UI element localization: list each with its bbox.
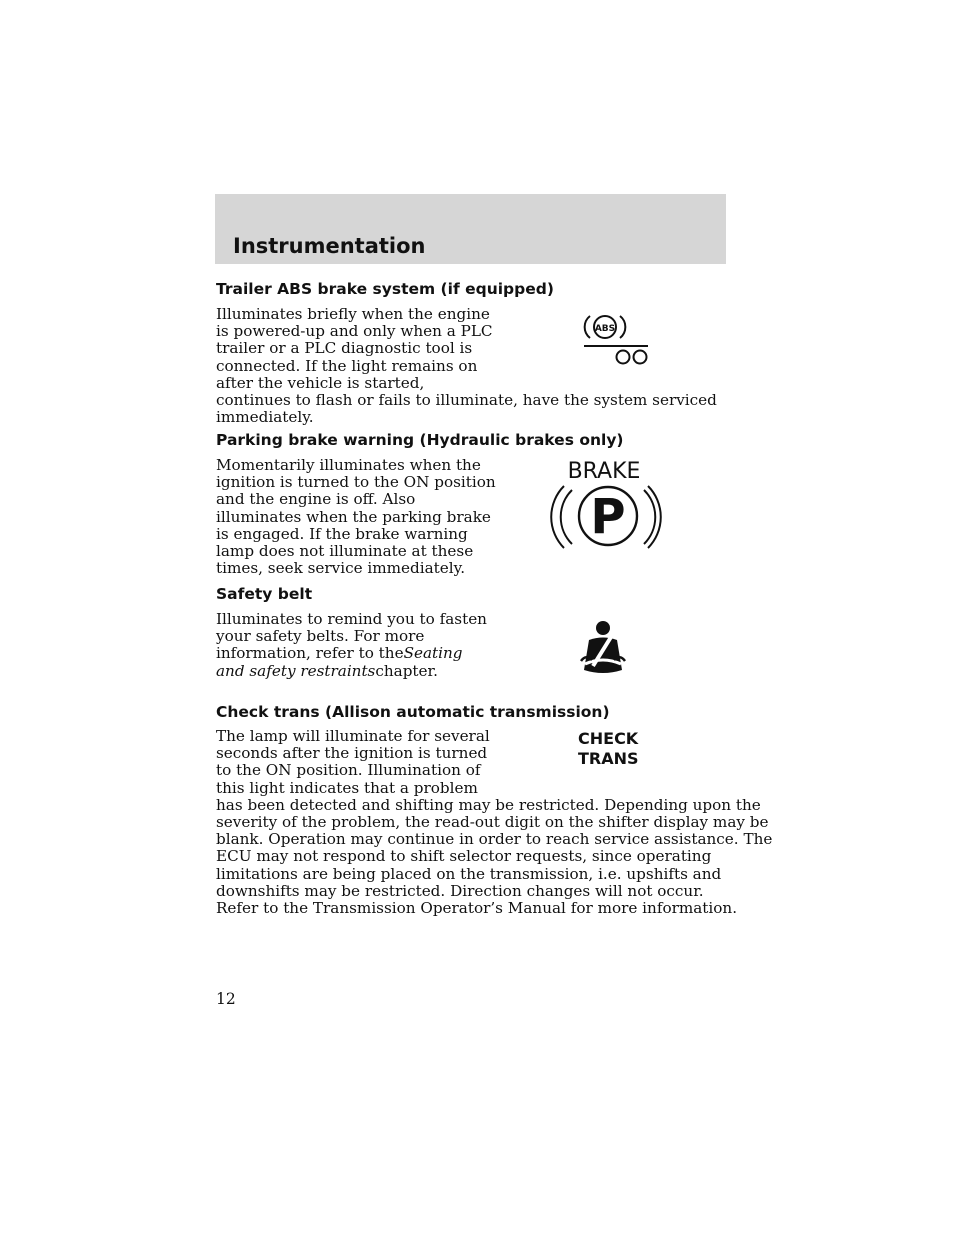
- text-line: has been detected and shifting may be restricted. Depending upon the: [216, 795, 761, 814]
- text-line: trailer or a PLC diagnostic tool is: [216, 339, 473, 358]
- brake-label: BRAKE: [567, 459, 641, 484]
- parking-brake-icon: [544, 456, 664, 556]
- page-number: 12: [216, 990, 236, 1008]
- text-line: Illuminates to remind you to fasten: [216, 610, 487, 628]
- text-line: your safety belts. For more: [216, 627, 425, 646]
- text-line: and the engine is off. Also: [216, 490, 416, 509]
- section-title: Instrumentation: [233, 234, 426, 258]
- text-line: ECU may not respond to shift selector requests, since operating: [216, 847, 712, 866]
- text-line-end: chapter.: [375, 661, 438, 680]
- text-line: connected. If the light remains on: [216, 356, 478, 375]
- abs-trailer-icon: [578, 312, 650, 368]
- brake-letter: P: [590, 489, 626, 545]
- text-line: The lamp will illuminate for several: [216, 727, 490, 745]
- text-line: is powered-up and only when a PLC: [216, 322, 493, 341]
- trans-label: TRANS: [578, 749, 639, 768]
- chapter-reference: Seating: [403, 644, 463, 663]
- text-line: illuminates when the parking brake: [216, 507, 491, 526]
- seatbelt-icon: [578, 620, 628, 678]
- paragraph-parking-brake: [216, 457, 496, 577]
- text-line: immediately.: [216, 408, 314, 427]
- text-line: this light indicates that a problem: [216, 778, 478, 797]
- text-line: limitations are being placed on the transmission, i.e. upshifts and: [216, 864, 722, 883]
- text-line: Illuminates briefly when the engine: [216, 305, 490, 323]
- chapter-reference: and safety restraints: [216, 661, 376, 680]
- text-line-start: information, refer to the: [216, 644, 404, 663]
- check-trans-icon: [576, 728, 640, 770]
- closing-paragraph: Refer to the Transmission Operator’s Manual for more information.: [216, 899, 738, 917]
- text-line: times, seek service immediately.: [216, 559, 466, 578]
- heading-safety-belt: Safety belt: [216, 585, 313, 603]
- text-line: seconds after the ignition is turned: [216, 744, 488, 763]
- text-line: [216, 645, 487, 662]
- text-line: [216, 663, 487, 680]
- text-line: is engaged. If the brake warning: [216, 524, 468, 543]
- text-line: after the vehicle is started,: [216, 373, 425, 392]
- text-line: blank. Operation may continue in order to reach service assistance. The: [216, 830, 773, 849]
- text-line: downshifts may be restricted. Direction changes will not occur.: [216, 881, 704, 900]
- text-line: continues to flash or fails to illuminate, have the system serviced: [216, 391, 717, 410]
- paragraph-check-trans: [216, 728, 772, 900]
- check-label: CHECK: [578, 729, 639, 748]
- heading-trailer-abs: Trailer ABS brake system (if equipped): [216, 280, 554, 298]
- text-line: lamp does not illuminate at these: [216, 542, 474, 561]
- heading-parking-brake: Parking brake warning (Hydraulic brakes only): [216, 431, 624, 449]
- abs-label: ABS: [594, 324, 616, 334]
- paragraph-safety-belt: [216, 611, 487, 680]
- text-line: ignition is turned to the ON position: [216, 473, 496, 492]
- text-line: severity of the problem, the read-out digit on the shifter display may be: [216, 813, 769, 832]
- text-line: Momentarily illuminates when the: [216, 456, 481, 474]
- heading-check-trans: Check trans (Allison automatic transmission): [216, 703, 610, 721]
- text-line: to the ON position. Illumination of: [216, 761, 481, 780]
